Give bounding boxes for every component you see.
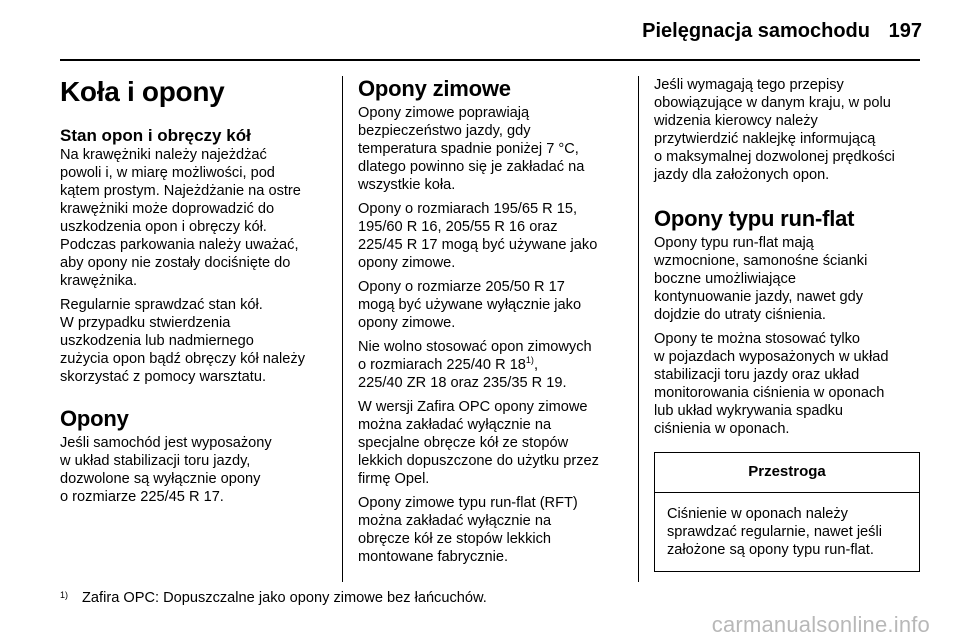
text-line: Opony zimowe typu run-flat (RFT) [358,495,578,511]
text-line: można zakładać wyłącznie na [358,513,552,529]
subsection-title-condition: Stan opon i obręczy kół [60,126,251,145]
text-line: sprawdzać regularnie, nawet jeśli [667,524,882,540]
text-line: Opony zimowe poprawiają [358,105,530,121]
text-line: dojdzie do utraty ciśnienia. [654,307,826,323]
paragraph [654,234,924,324]
text-line: aby opony nie zostały dociśnięte do [60,255,291,271]
text-line: Opony o rozmiarze 205/50 R 17 [358,279,565,295]
text-line: Jeśli samochód jest wyposażony [60,435,272,451]
text-line: firmę Opel. [358,471,430,487]
text-line: W przypadku stwierdzenia [60,315,231,331]
text-line: obręcze kół ze stopów lekkich [358,531,552,547]
text-line: uszkodzenia opon i obręczy kół. [60,219,267,235]
text-line: kontynuowanie jazdy, nawet gdy [654,289,864,305]
text-line: W wersji Zafira OPC opony zimowe [358,399,588,415]
subsection-title-winter: Opony zimowe [358,76,511,101]
text-line: boczne umożliwiające [654,271,796,287]
section-title-wheels: Koła i opony [60,76,225,107]
text-line: Ciśnienie w oponach należy [667,506,848,522]
text-line: uszkodzenia lub nadmiernego [60,333,254,349]
text-line: temperatura spadnie poniżej 7 °C, [358,141,579,157]
text-line: 225/40 ZR 18 oraz 235/35 R 19. [358,375,567,391]
text-line: krawężniki może doprowadzić do [60,201,275,217]
text-line: można zakładać wyłącznie na [358,417,552,433]
text-line: skorzystać z pomocy warsztatu. [60,369,266,385]
text-line: przytwierdzić naklejkę informującą [654,131,876,147]
paragraph [60,296,332,386]
footnote-ref: 1) [525,355,534,366]
warning-box [654,452,920,572]
text-line: o rozmiarze 225/45 R 17. [60,489,224,505]
text-line: jazdy dla założonych opon. [654,167,830,183]
footnote [60,590,487,606]
text-line: lub układ wykrywania spadku [654,403,844,419]
subsection-title-tyres: Opony [60,406,129,431]
column-3 [654,76,924,572]
paragraph [358,494,626,566]
header-rule [60,59,920,61]
text-line: w układ stabilizacji toru jazdy, [60,453,251,469]
text-line: Opony te można stosować tylko [654,331,861,347]
column-divider-1 [342,76,343,582]
text-line: wzmocnione, samonośne ścianki [654,253,868,269]
paragraph [654,330,924,438]
text-line: Podczas parkowania należy uważać, [60,237,299,253]
paragraph [654,76,924,184]
page-number: 197 [888,20,922,42]
text-line: bezpieczeństwo jazdy, gdy [358,123,531,139]
column-1 [60,76,332,512]
text-line: 225/45 R 17 mogą być używane jako [358,237,598,253]
column-divider-2 [638,76,639,582]
chapter-title: Pielęgnacja samochodu [642,20,870,42]
text-line: powoli i, w miarę możliwości, pod [60,165,275,181]
warning-title: Przestroga [655,453,919,493]
warning-body [655,493,919,571]
text-line: Regularnie sprawdzać stan kół. [60,297,263,313]
paragraph [358,278,626,332]
page-header [0,0,960,62]
watermark: carmanualsonline.info [711,612,930,637]
text-line: w pojazdach wyposażonych w układ [654,349,889,365]
text-line: dlatego powinno się je zakładać na [358,159,585,175]
text-line: lekkich dopuszczone do użytku przez [358,453,599,469]
paragraph [358,200,626,272]
text-line: zużycia opon bądź obręczy kół należy [60,351,305,367]
subsection-title-runflat: Opony typu run-flat [654,206,855,231]
text-line: 195/60 R 16, 205/55 R 16 oraz [358,219,558,235]
paragraph [60,146,332,290]
text-line: krawężnika. [60,273,138,289]
text-line: ciśnienia w oponach. [654,421,790,437]
text-line: montowane fabrycznie. [358,549,509,565]
text-line: Na krawężniki należy najeżdżać [60,147,267,163]
footnote-text: Zafira OPC: Dopuszczalne jako opony zimowe bez łańcuchów. [82,590,487,606]
column-2 [358,76,626,572]
text-line: opony zimowe. [358,315,456,331]
text-line: dozwolone są wyłącznie opony [60,471,261,487]
text-line: wszystkie koła. [358,177,456,193]
text-line: Opony o rozmiarach 195/65 R 15, [358,201,578,217]
text-line: o maksymalnej dozwolonej prędkości [654,149,895,165]
text-line: Jeśli wymagają tego przepisy [654,77,844,93]
text-line: monitorowania ciśnienia w oponach [654,385,885,401]
paragraph [60,434,332,506]
paragraph [358,104,626,194]
text-line: opony zimowe. [358,255,456,271]
text-line: mogą być używane wyłącznie jako [358,297,582,313]
text-line: założone są opony typu run-flat. [667,542,874,558]
footnote-mark: 1) [60,590,69,600]
paragraph [358,398,626,488]
text-line: specjalne obręcze kół ze stopów [358,435,569,451]
paragraph-footnoted [358,338,626,392]
text-line: widzenia kierowcy należy [654,113,818,129]
text-line: Opony typu run-flat mają [654,235,814,251]
text-line: obowiązujące w danym kraju, w polu [654,95,891,111]
text-line: kątem prostym. Najeżdżanie na ostre [60,183,301,199]
text-line: Nie wolno stosować opon zimowych [358,339,592,355]
text-line: stabilizacji toru jazdy oraz układ [654,367,860,383]
text-line: o rozmiarach 225/40 R 18$^{1)}$, [358,355,538,373]
